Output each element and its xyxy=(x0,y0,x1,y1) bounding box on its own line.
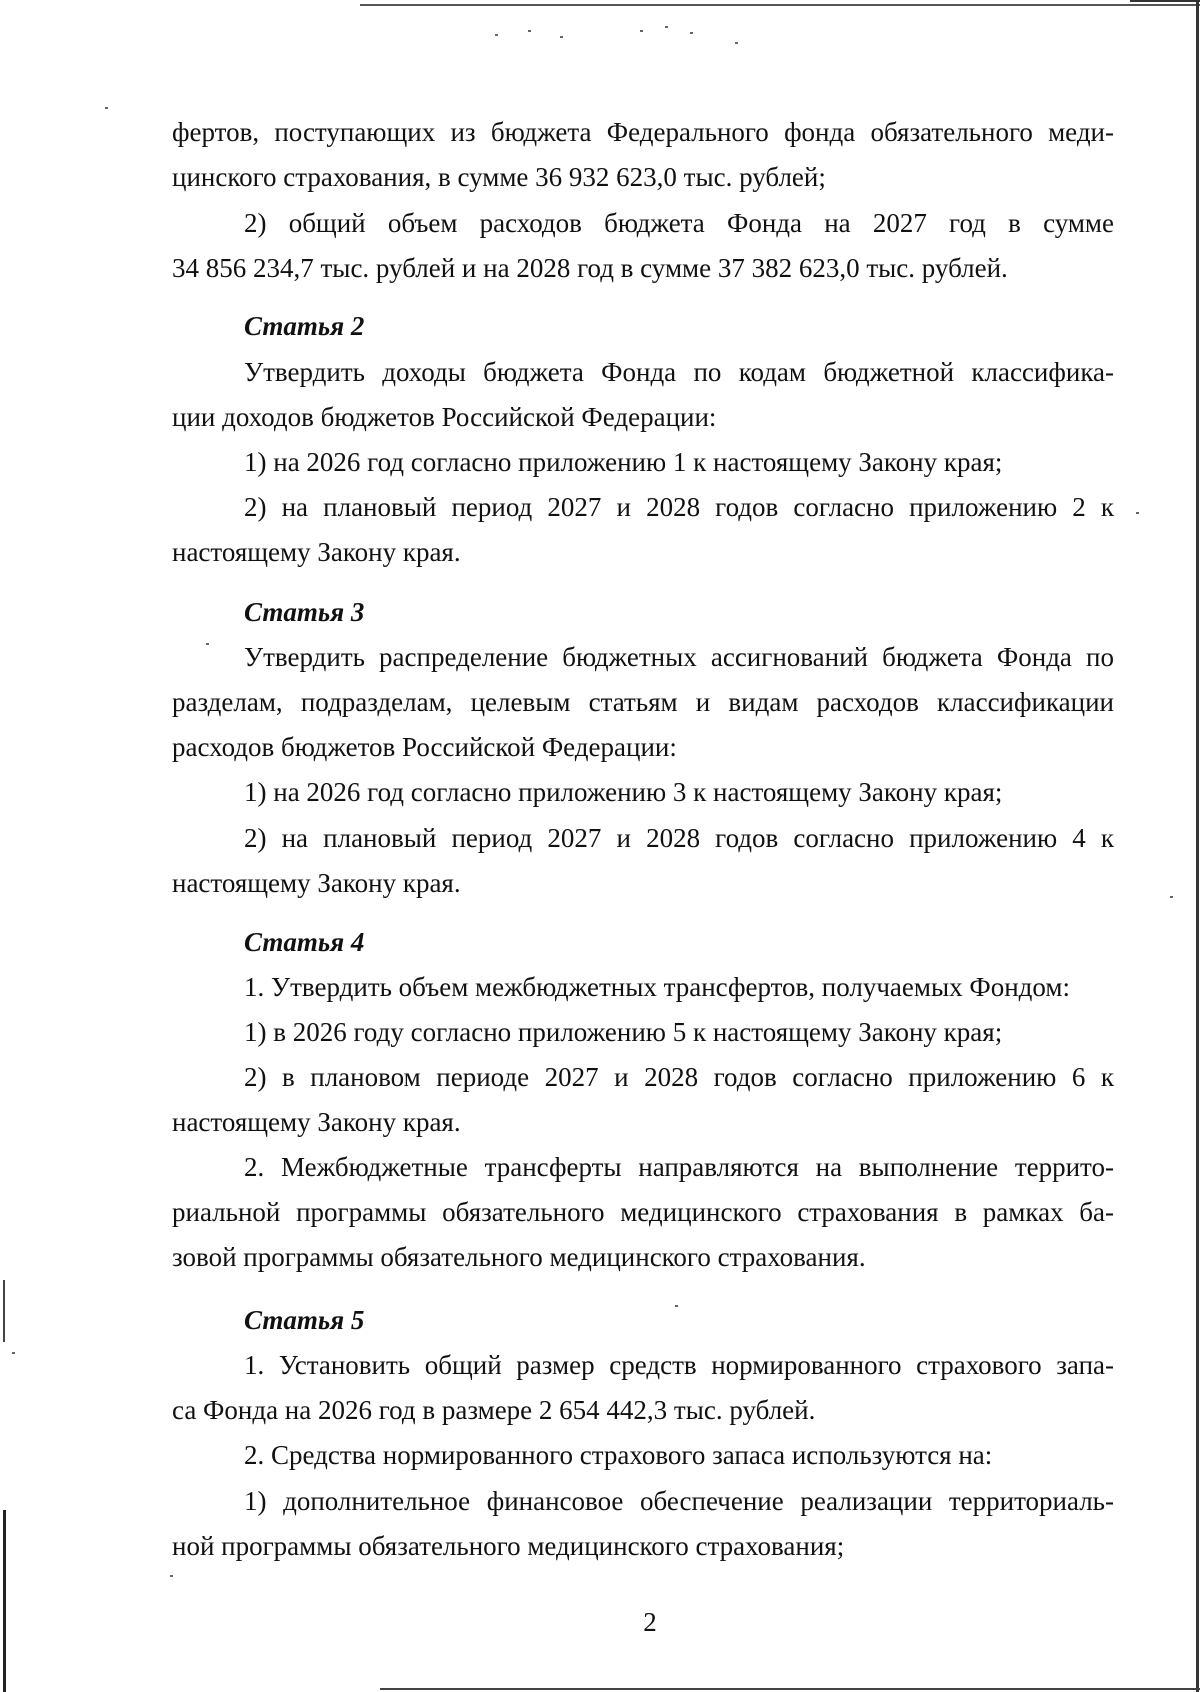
text-line: 2. Средства нормированного страхового запаса используются на: xyxy=(244,1440,993,1470)
scan-speck xyxy=(735,42,738,44)
scan-speck xyxy=(690,32,693,34)
text-line: зовой программы обязательного медицинского страхования. xyxy=(172,1242,866,1272)
text-line: 1. Утвердить объем межбюджетных трансфертов, получаемых Фондом: xyxy=(244,972,1070,1002)
scan-speck xyxy=(206,643,209,645)
text-line: Утвердить распределение бюджетных ассигнований бюджета Фонда по xyxy=(244,642,1114,672)
scan-speck xyxy=(640,30,643,32)
text-line: разделам, подразделам, целевым статьям и видам расходов классификации xyxy=(172,687,1114,717)
text-line: 2) в плановом периоде 2027 и 2028 годов согласно приложению 6 к xyxy=(244,1062,1114,1092)
text-line: 1) в 2026 году согласно приложению 5 к настоящему Закону края; xyxy=(244,1017,1003,1047)
article-heading: Статья 5 xyxy=(244,1305,365,1335)
scan-speck xyxy=(105,107,108,109)
text-line: Утвердить доходы бюджета Фонда по кодам бюджетной классифика- xyxy=(244,357,1114,387)
text-line: расходов бюджетов Российской Федерации: xyxy=(172,732,677,762)
text-line: настоящему Закону края. xyxy=(172,537,461,567)
text-line: цинского страхования, в сумме 36 932 623,0 тыс. рублей; xyxy=(172,162,826,192)
text-line: са Фонда на 2026 год в размере 2 654 442,3 тыс. рублей. xyxy=(172,1395,816,1425)
text-line: 1) на 2026 год согласно приложению 1 к настоящему Закону края; xyxy=(244,447,1003,477)
scan-speck xyxy=(528,30,531,32)
text-line: 2. Межбюджетные трансферты направляются на выполнение террито- xyxy=(244,1152,1114,1182)
text-line: 2) общий объем расходов бюджета Фонда на 2027 год в сумме xyxy=(244,208,1114,238)
scan-speck xyxy=(1136,512,1139,514)
scan-speck xyxy=(1170,896,1173,898)
text-line: 2) на плановый период 2027 и 2028 годов согласно приложению 2 к xyxy=(244,492,1114,522)
text-line: настоящему Закону края. xyxy=(172,1107,461,1137)
text-line: 1) дополнительное финансовое обеспечение реализации территориаль- xyxy=(244,1486,1114,1516)
scan-edge-top-right xyxy=(1130,0,1200,2)
text-line: 2) на плановый период 2027 и 2028 годов согласно приложению 4 к xyxy=(244,823,1114,853)
scan-speck xyxy=(560,36,563,38)
text-line: настоящему Закону края. xyxy=(172,868,461,898)
scan-edge-left-upper xyxy=(3,1280,5,1342)
article-heading: Статья 3 xyxy=(244,597,365,627)
scan-speck xyxy=(675,1305,678,1307)
text-line: фертов, поступающих из бюджета Федерального фонда обязательного меди- xyxy=(172,117,1114,147)
text-line: 34 856 234,7 тыс. рублей и на 2028 год в сумме 37 382 623,0 тыс. рублей. xyxy=(172,253,1008,283)
scan-edge-right xyxy=(1196,0,1199,1692)
scan-edge-bottom xyxy=(380,1688,1200,1690)
text-line: ной программы обязательного медицинского страхования; xyxy=(172,1531,845,1561)
article-heading: Статья 4 xyxy=(244,927,365,957)
scan-speck xyxy=(495,34,498,36)
page-number: 2 xyxy=(643,1607,657,1637)
scan-edge-top xyxy=(360,4,1200,6)
text-line: риальной программы обязательного медицинского страхования в рамках ба- xyxy=(172,1197,1114,1227)
text-line: ции доходов бюджетов Российской Федерации: xyxy=(172,402,717,432)
scan-speck xyxy=(170,1575,173,1577)
text-line: 1) на 2026 год согласно приложению 3 к настоящему Закону края; xyxy=(244,777,1003,807)
scan-speck xyxy=(665,26,668,28)
text-line: 1. Установить общий размер средств нормированного страхового запа- xyxy=(244,1350,1114,1380)
article-heading: Статья 2 xyxy=(244,311,365,341)
scan-speck xyxy=(12,1352,15,1354)
